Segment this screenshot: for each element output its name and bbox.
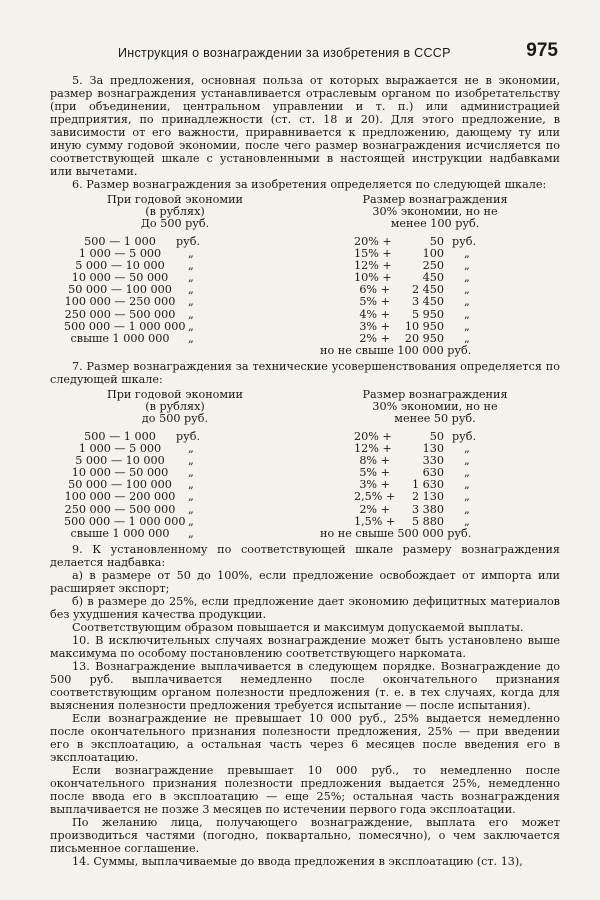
savings-range: 5 000 — 10 000 [75, 259, 165, 273]
savings-range: 500 000 — 1 000 000 [64, 319, 186, 333]
savings-unit: „ [188, 283, 194, 297]
scale2-savings-column [50, 389, 300, 540]
reward-percent: 5% + [359, 466, 390, 480]
reward-percent: 2% + [359, 331, 390, 345]
reward-unit: руб. [452, 235, 477, 248]
scale1-left-head [50, 194, 300, 230]
reward-amount: 100 [422, 247, 444, 261]
savings-row [50, 516, 300, 528]
savings-range: 250 000 — 500 000 [64, 502, 176, 516]
scale1-right-head-line: 30% экономии, но не [372, 205, 498, 218]
reward-percent: 3% + [359, 319, 390, 333]
savings-unit: руб. [176, 235, 201, 248]
reward-percent: 10% + [354, 271, 392, 285]
paragraph-10: 10. В исключительных случаях вознаграждение может быть установлено выше максимума по особому постановлению соответствующего наркомата. [50, 633, 560, 660]
scale2-reward-column [310, 389, 560, 540]
reward-percent: 20% + [354, 235, 392, 248]
reward-unit: „ [464, 514, 470, 528]
savings-row [50, 321, 300, 333]
savings-unit: „ [188, 331, 194, 345]
reward-amount: 2 450 [411, 283, 444, 297]
reward-percent: 3% + [359, 478, 390, 492]
scale1-left-head-line: При годовой экономии [107, 193, 243, 206]
reward-amount: 450 [422, 271, 444, 285]
savings-range: свыше 1 000 000 [70, 526, 170, 540]
reward-unit: „ [464, 283, 470, 297]
paragraph-9: 9. К установленному по соответствующей шкале размеру вознаграждения делается надбавка: [50, 542, 560, 569]
reward-unit: „ [464, 247, 470, 261]
scale2-right-head-line: менее 50 руб. [394, 411, 476, 425]
scale2-left-head-line: до 500 руб. [141, 411, 209, 425]
paragraph-13-over-10000: Если вознаграждение превышает 10 000 руб., то немедленно после окончательного признания полезности предложения выдается 25%, немедленно после ввода его в эксплоатацию — еще 25%; остальная часть вознаграждения выплачивается не позже 3 месяцев по истечении первого года эксплоатации. [50, 763, 560, 816]
reward-amount: 5 950 [411, 307, 444, 321]
savings-row [50, 309, 300, 321]
reward-amount: 250 [422, 259, 444, 273]
scale1-maximum: но не свыше 100 000 руб. [320, 343, 472, 357]
paragraph-13-installments: По желанию лица, получающего вознаграждение, выплата его может производиться частями (погодно, поквартально, помесячно), о чем заключается письменное соглашение. [50, 815, 560, 855]
savings-unit: „ [188, 259, 194, 273]
reward-unit: „ [464, 442, 470, 456]
savings-row [50, 491, 300, 503]
scale2-right-head-line: 30% экономии, но не [372, 399, 498, 413]
paragraph-5: 5. За предложения, основная польза от которых выражается не в экономии, размер вознаграждения устанавливается отраслевым органом по изобретательству (при объединении, центральном управлении и т. п.) или администрацией предприятия, по принадлежности (ст. ст. 18 и 20). Для этого предложение, в зависимости от его важности, приравнивается к предложению, дающему ту или иную сумму годовой экономии, после чего размер вознаграждения исчисляется по соответствующей шкале с установленными в настоящей инструкции надбавками или вычетами. [50, 74, 560, 178]
reward-percent: 2,5% + [354, 490, 396, 504]
reward-percent: 12% + [354, 442, 392, 456]
reward-row [310, 504, 560, 516]
scale-maximum: но не свыше 500 000 руб. [320, 526, 472, 540]
reward-unit: „ [464, 307, 470, 321]
savings-unit: „ [188, 307, 194, 321]
savings-unit: „ [188, 319, 194, 333]
reward-percent: 15% + [354, 247, 392, 261]
scale2-reward-rows [310, 431, 560, 540]
savings-unit: „ [188, 526, 194, 540]
reward-unit: „ [464, 454, 470, 468]
scale2-left-head [50, 389, 300, 425]
reward-percent: 6% + [359, 283, 390, 297]
savings-unit: „ [188, 502, 194, 516]
savings-range: 100 000 — 200 000 [64, 490, 176, 504]
scale2-savings-rows [50, 431, 300, 540]
scale1-savings-column [50, 194, 300, 357]
reward-amount: 10 950 [404, 319, 444, 333]
reward-percent: 2% + [359, 502, 390, 516]
savings-range: свыше 1 000 000 [70, 331, 170, 345]
savings-unit: „ [188, 490, 194, 504]
reward-percent: 12% + [354, 259, 392, 273]
savings-range: 250 000 — 500 000 [64, 307, 176, 321]
reward-percent: 4% + [359, 307, 390, 321]
reward-row [310, 516, 560, 528]
savings-unit: „ [188, 478, 194, 492]
savings-unit: „ [188, 295, 194, 309]
reward-unit: „ [464, 295, 470, 309]
savings-row [50, 504, 300, 516]
reward-amount: 130 [422, 442, 444, 456]
savings-range: 5 000 — 10 000 [75, 454, 165, 468]
reward-amount: 630 [422, 466, 444, 480]
savings-range: 10 000 — 50 000 [71, 466, 169, 480]
scale1-left-head-line: (в рублях) [145, 205, 205, 218]
reward-unit: „ [464, 490, 470, 504]
scale1-reward-column [310, 194, 560, 357]
reward-amount: 5 880 [411, 514, 444, 528]
running-header [118, 40, 558, 64]
header-title: Инструкция о вознаграждении за изобретения в СССР [118, 46, 451, 60]
scale1-left-head-line: До 500 руб. [140, 217, 210, 230]
reward-amount: 50 [429, 429, 444, 443]
savings-row [50, 333, 300, 345]
savings-unit: руб. [176, 429, 201, 443]
savings-range: 1 000 — 5 000 [78, 442, 162, 456]
improvement-scale [50, 389, 560, 540]
savings-unit: „ [188, 442, 194, 456]
reward-percent: 20% + [354, 429, 392, 443]
reward-row [310, 321, 560, 333]
reward-unit: „ [464, 478, 470, 492]
savings-unit: „ [188, 466, 194, 480]
reward-unit: „ [464, 502, 470, 516]
savings-range: 500 — 1 000 [84, 429, 156, 443]
savings-unit: „ [188, 271, 194, 285]
reward-row [310, 491, 560, 503]
invention-scale [50, 194, 560, 357]
reward-amount: 1 630 [411, 478, 444, 492]
scale2-right-head-line: Размер вознаграждения [362, 387, 508, 401]
savings-range: 50 000 — 100 000 [68, 283, 172, 297]
savings-unit: „ [188, 454, 194, 468]
savings-unit: „ [188, 514, 194, 528]
reward-unit: руб. [452, 429, 477, 443]
reward-percent: 5% + [359, 295, 390, 309]
reward-unit: „ [464, 259, 470, 273]
scale1-right-head-line: менее 100 руб. [390, 217, 480, 230]
reward-percent: 8% + [359, 454, 390, 468]
reward-row [310, 296, 560, 308]
scale2-left-head-line: При годовой экономии [107, 387, 243, 401]
paragraph-9b: б) в размере до 25%, если предложение дает экономию дефицитных материалов без ухудшения качества продукции. [50, 594, 560, 621]
savings-row [50, 296, 300, 308]
scale2-right-head [310, 389, 560, 425]
paragraph-7: 7. Размер вознаграждения за технические усовершенствования определяется по следующей шкале: [50, 359, 560, 386]
savings-range: 50 000 — 100 000 [68, 478, 172, 492]
reward-unit: „ [464, 466, 470, 480]
savings-row [50, 528, 300, 540]
page-number: 975 [526, 40, 558, 61]
savings-range: 10 000 — 50 000 [71, 271, 169, 285]
reward-unit: „ [464, 331, 470, 345]
scale1-reward-rows [310, 236, 560, 345]
reward-percent: 1,5% + [354, 514, 396, 528]
reward-amount: 2 130 [411, 490, 444, 504]
paragraph-9a: а) в размере от 50 до 100%, если предложение освобождает от импорта или расширяет экспорт; [50, 568, 560, 595]
reward-amount: 50 [429, 235, 444, 248]
reward-amount: 20 950 [404, 331, 444, 345]
scale1-right-head [310, 194, 560, 230]
reward-row [310, 309, 560, 321]
scale1-savings-rows [50, 236, 300, 345]
scale2-left-head-line: (в рублях) [145, 399, 205, 413]
savings-range: 500 000 — 1 000 000 [64, 514, 186, 528]
scale1-right-head-line: Размер вознаграждения [362, 193, 508, 206]
reward-amount: 3 450 [411, 295, 444, 309]
savings-unit: „ [188, 247, 194, 261]
page-body [50, 74, 560, 868]
paragraph-9-max: Соответствующим образом повышается и максимум допускаемой выплаты. [72, 620, 524, 634]
paragraph-6: 6. Размер вознаграждения за изобретения определяется по следующей шкале: [72, 178, 547, 191]
paragraph-13-under-10000: Если вознаграждение не превышает 10 000 руб., 25% выдается немедленно после окончательного признания полезности предложения, 25% — при введении его в эксплоатацию, а остальная часть через 6 месяцев после введения его в эксплоатацию. [50, 711, 560, 764]
reward-unit: „ [464, 319, 470, 333]
paragraph-13: 13. Вознаграждение выплачивается в следующем порядке. Вознаграждение до 500 руб. выплачивается немедленно после окончательного признания соответствующим органом полезности предложения (т. е. в тех случаях, когда для выяснения полезности предложения требуется испытание — после испытания). [50, 659, 560, 712]
savings-range: 100 000 — 250 000 [64, 295, 176, 309]
reward-amount: 330 [422, 454, 444, 468]
paragraph-14: 14. Суммы, выплачиваемые до ввода предложения в эксплоатацию (ст. 13), [72, 854, 523, 868]
reward-unit: „ [464, 271, 470, 285]
reward-amount: 3 380 [411, 502, 444, 516]
savings-range: 500 — 1 000 [84, 235, 156, 248]
savings-range: 1 000 — 5 000 [78, 247, 162, 261]
